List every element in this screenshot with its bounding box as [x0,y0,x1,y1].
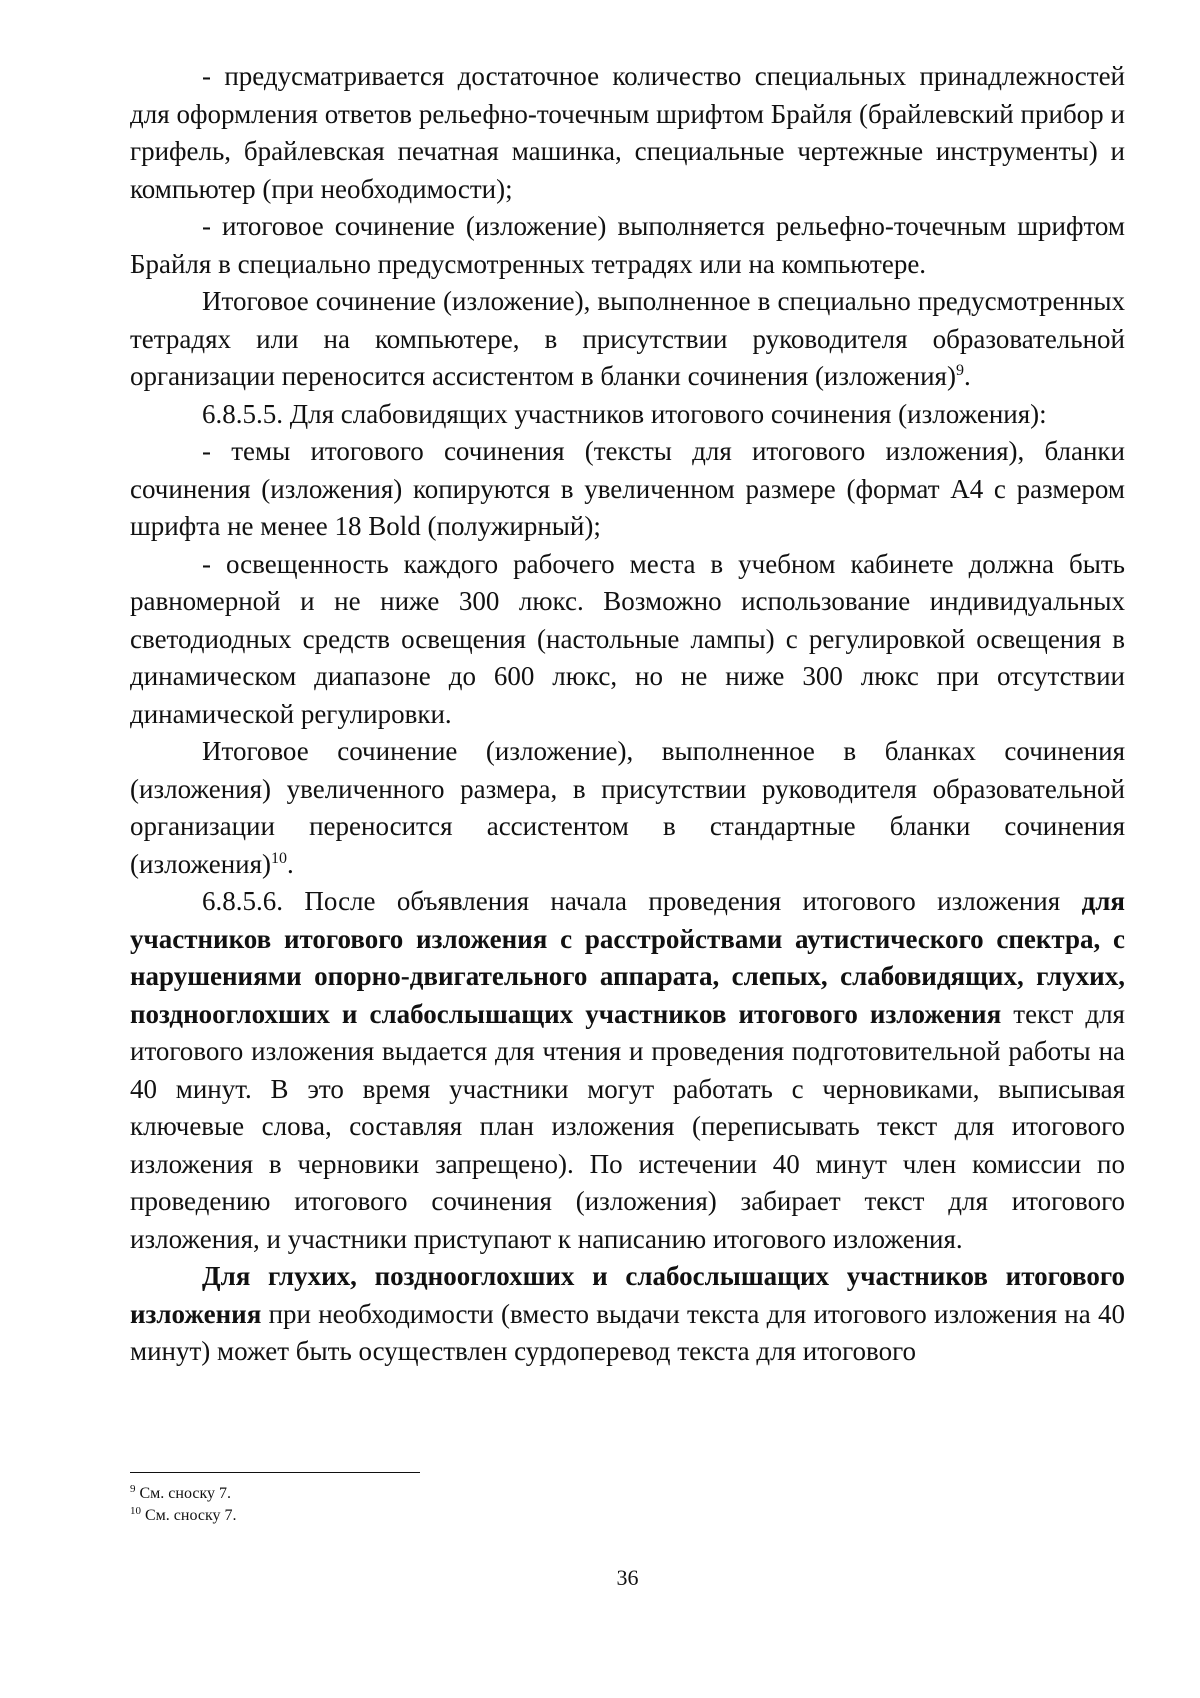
paragraph-text: Итоговое сочинение (изложение), выполненное в специально предусмотренных тетрадях или на компьютере, в присутствии руководителя образовательной организации переносится ассистентом в бланки сочинения (изложения) [130,286,1125,391]
paragraph-enlarged-forms: - темы итогового сочинения (тексты для итогового изложения), бланки сочинения (изложения) копируются в увеличенном размере (формат А4 с размером шрифта не менее 18 Bold (полужирный); [130,436,1125,541]
paragraph-text: Итоговое сочинение (изложение), выполненное в бланках сочинения (изложения) увеличенного размера, в присутствии руководителя образовательной организации переносится ассистентом в стандартные бланки сочинения (изложения) [130,736,1125,879]
paragraph-transfer-enlarged [130,733,1125,883]
paragraph-text: 6.8.5.6. После объявления начала проведения итогового изложения [202,886,1082,916]
footnote-number: 9 [130,1483,136,1495]
footnote-text: См. сноску 7. [135,1485,232,1502]
footnote-ref-10: 10 [271,849,287,867]
footnote-number: 10 [130,1505,141,1517]
footnote-10 [130,1505,730,1527]
paragraph-end: . [287,848,294,879]
footnote-ref-9: 9 [955,362,964,379]
footnote-separator [130,1472,420,1473]
paragraph-transfer-braille [130,283,1125,396]
footnotes [130,1483,730,1527]
paragraph-braille-notebooks: - итоговое сочинение (изложение) выполняется рельефно-точечным шрифтом Брайля в специально предусмотренных тетрадях или на компьютере. [130,211,1125,279]
paragraph-text: при необходимости (вместо выдачи текста для итогового изложения на 40 минут) может быть осуществлен сурдоперевод текста для итогового [130,1298,1125,1366]
paragraph-section-6-8-5-6 [130,883,1125,1258]
paragraph-section-6-8-5-5: 6.8.5.5. Для слабовидящих участников итогового сочинения (изложения): [202,398,1047,429]
bold-text: для участников итогового изложения с расстройствами аутистического спектра, с нарушениями опорно-двигательного аппарата, слепых, слабовидящих, глухих, позднооглохших и слабослышащих участников итогового изложения [130,886,1125,1029]
page-number: 36 [616,1565,639,1590]
bold-text: Для глухих, позднооглохших и слабослышащих участников итогового изложения [130,1261,1125,1329]
footnote-9 [130,1483,730,1505]
paragraph-braille-supplies: - предусматривается достаточное количество специальных принадлежностей для оформления ответов рельефно-точечным шрифтом Брайля (брайлевский прибор и грифель, брайлевская печатная машинка, специальные чертежные инструменты) и компьютер (при необходимости); [130,61,1125,204]
paragraph-sign-language [130,1258,1125,1371]
paragraph-end: . [963,361,971,391]
paragraph-text: текст для итогового изложения выдается для чтения и проведения подготовительной работы на 40 минут. В это время участники могут работать с черновиками, выписывая ключевые слова, составляя план изложения (переписывать текст для итогового изложения в черновики запрещено). По истечении 40 минут член комиссии по проведению итогового сочинения (изложения) забирает текст для итогового изложения, и участники приступают к написанию итогового изложения. [130,998,1125,1254]
footnote-text: См. сноску 7. [141,1507,237,1524]
body-text [130,58,1125,1371]
paragraph-lighting: - освещенность каждого рабочего места в учебном кабинете должна быть равномерной и не ниже 300 люкс. Возможно использование индивидуальных светодиодных средств освещения (настольные лампы) с регулировкой освещения в динамическом диапазоне до 600 люкс, но не ниже 300 люкс при отсутствии динамической регулировки. [130,548,1125,729]
